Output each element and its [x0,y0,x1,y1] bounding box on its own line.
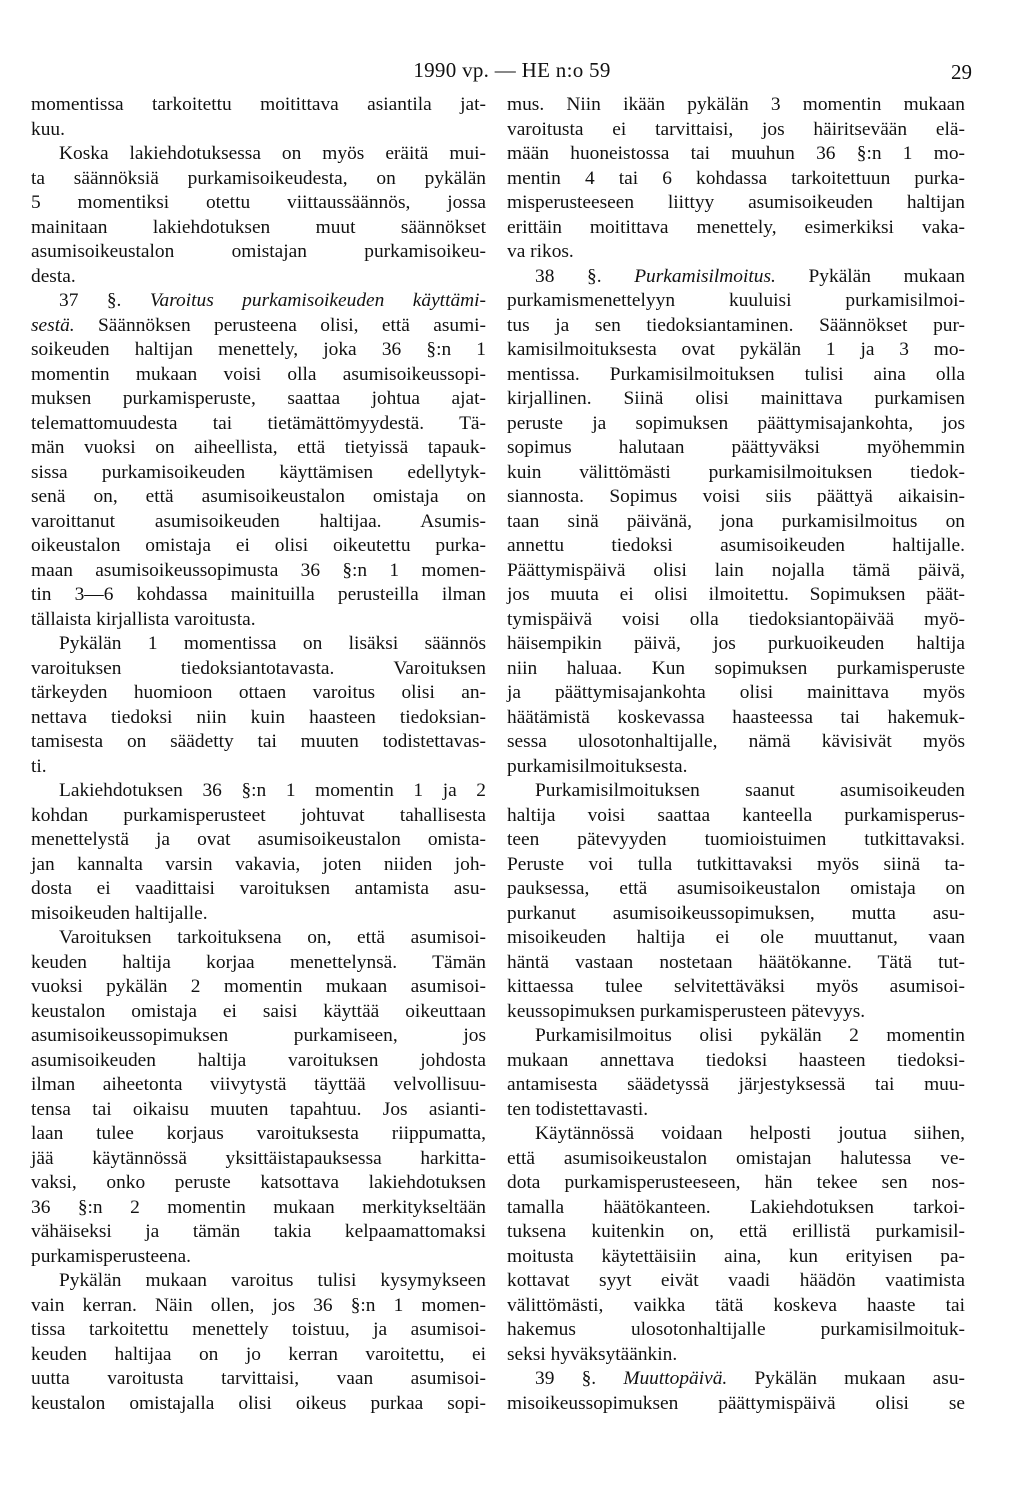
text-line: ilman aiheetonta viivytystä täyttää velvollisuu- [31,1074,486,1095]
text-line: tissa tarkoitettu menettely toistuu, ja asumisoi- [31,1319,486,1340]
text-line: mainitaan lakiehdotuksen muut säännökset [31,216,486,238]
text-line: 5 momentiksi otettu viittaussäännös, jossa [31,192,486,213]
text-line: seksi hyväksytäänkin. [507,1343,678,1365]
section-number: 38 §. [535,265,602,287]
text-line: peruste ja sopimuksen päättymisajankohta, jos [507,412,965,434]
section-number: 39 §. [535,1368,597,1389]
text-line: Päättymispäivä olisi lain nojalla tämä päivä, [507,559,965,581]
text-line: annettu tiedoksi asumisoikeuden haltijalle. [507,535,965,556]
text-line: häisempikin päivä, jos purkuoikeuden haltija [507,633,965,654]
paragraph [507,1367,965,1416]
text-line: hakemus ulosotonhaltijalle purkamisilmoituk- [507,1319,965,1340]
section-title: Purkamisilmoitus. [634,265,776,287]
text-line: kuu. [31,118,65,140]
section-text: Pykälän mukaan [808,265,965,287]
section-title: Muuttopäivä. [623,1368,728,1389]
text-line: ti. [31,755,47,777]
text-line: Purkamisilmoitus olisi pykälän 2 momentin [535,1025,965,1046]
text-line: tällaista kirjallista varoitusta. [31,608,256,630]
text-line: sessa ulosotonhaltijalle, nämä kävisivät myös [507,731,965,752]
text-line: niin haluaa. Kun sopimuksen purkamisperuste [507,657,965,679]
text-line: asumisoikeuden haltija varoituksen johdosta [31,1049,486,1071]
text-line: että asumisoikeustalon omistajan halutessa ve- [507,1147,965,1169]
text-line: momentin mukaan voisi olla asumisoikeussopi- [31,363,486,385]
paragraph [507,265,965,780]
text-line: keuden haltija korjaa menettelynsä. Tämän [31,951,486,973]
paragraph [507,1122,965,1367]
text-line: mentin 4 tai 6 kohdassa tarkoitettuun purka- [507,167,965,189]
text-line: Varoituksen tarkoituksena on, että asumisoi- [59,927,486,948]
text-line: tus ja sen tiedoksiantaminen. Säännökset pur- [507,314,965,336]
section-title: Varoitus purkamisoikeuden käyttämi- [149,290,486,311]
text-line: senä on, että asumisoikeustalon omistaja on [31,486,486,507]
text-line: jan kannalta varsin vakavia, joten niiden joh- [31,853,486,875]
running-head: 1990 vp. — HE n:o 59 [413,58,611,82]
paragraph [507,93,965,265]
paragraph [31,926,486,1269]
text-line: oikeustalon omistaja ei olisi oikeutettu purka- [31,535,486,556]
text-line: tin 3—6 kohdassa mainituilla perusteilla ilman [31,584,486,605]
text-line: maan asumisoikeussopimusta 36 §:n 1 momen- [31,559,486,581]
text-line: vaksi, onko peruste katsottava lakiehdotuksen [31,1172,486,1193]
text-line: häntä vastaan nostetaan häätökanne. Tätä tut- [507,951,965,973]
text-line: tamalla häätökanteen. Lakiehdotuksen tarkoi- [507,1196,965,1218]
text-line: sissa purkamisoikeuden käyttämisen edellytyk- [31,461,486,483]
text-line: Pykälän mukaan varoitus tulisi kysymykseen [59,1270,486,1291]
text-line: mus. Niin ikään pykälän 3 momentin mukaan [507,94,965,115]
text-line: tensa tai oikaisu muuten tapahtuu. Jos asianti- [31,1098,486,1120]
text-line: dota purkamisperusteeseen, hän tekee sen nos- [507,1172,965,1193]
paragraph [507,779,965,1024]
paragraph [31,779,486,926]
text-line: telemattomuudesta tai tietämättömyydestä. Tä- [31,412,486,434]
text-line: erittäin moitittava menettely, esimerkiksi vaka- [507,216,965,238]
page-header [0,58,1024,88]
text-line: Lakiehdotuksen 36 §:n 1 momentin 1 ja 2 [59,780,486,801]
text-line: keuden haltijaa on jo kerran varoitettu, ei [31,1343,486,1365]
right-column [507,93,965,1416]
text-line: purkamisperusteena. [31,1245,191,1267]
text-line: desta. [31,265,76,287]
paragraph [31,632,486,779]
text-line: asumisoikeustalon omistajan purkamisoikeu- [31,241,486,262]
paragraph [507,1024,965,1122]
paragraph [31,289,486,632]
text-line: 36 §:n 2 momentin mukaan merkitykseltään [31,1196,486,1218]
left-column [31,93,486,1416]
text-line: keustalon omistaja ei saisi käyttää oikeuttaan [31,1000,486,1022]
text-line: menettelystä ja ovat asumisoikeustalon omista- [31,829,486,850]
text-line: varoituksen tiedoksiantotavasta. Varoituksen [31,657,486,679]
text-line: antamisesta säädetyssä järjestyksessä tai muu- [507,1074,965,1095]
text-line [507,265,965,290]
text-line: kohdan purkamisperusteet johtuvat tahallisesta [31,804,486,826]
text-line: purkamismenettelyyn kuuluisi purkamisilmoi- [507,290,965,311]
text-line: Koska lakiehdotuksessa on myös eräitä mui- [59,143,486,164]
paragraph [31,142,486,289]
section-number: 37 §. [59,290,122,311]
paragraph [31,93,486,142]
text-line: pauksessa, että asumisoikeustalon omistaja on [507,878,965,899]
text-line: soikeuden haltijan menettely, joka 36 §:n 1 [31,339,486,360]
text-line: haltija voisi saattaa kanteella purkamisperus- [507,804,965,826]
text-line: dosta ei vaadittaisi varoituksen antamista asu- [31,878,486,899]
text-line: ten todistettavasti. [507,1098,649,1120]
text-line: varoitusta ei tarvittaisi, jos häiritsevään elä- [507,118,965,140]
text-line: kottavat syyt eivät vaadi häädön vaatimista [507,1270,965,1291]
text-line: va rikos. [507,241,574,262]
text-line: laan tulee korjaus varoituksesta riippumatta, [31,1123,486,1144]
text-line: moitusta käytettäisiin aina, kun erityisen pa- [507,1245,965,1267]
text-line: misoikeuden haltijalle. [31,902,208,924]
text-line: varoittanut asumisoikeuden haltijaa. Asumis- [31,510,486,532]
text-line [31,314,486,339]
text-line: siannosta. Sopimus voisi siis päättyä aikaisin- [507,486,965,507]
text-line: Purkamisilmoituksen saanut asumisoikeuden [535,780,965,801]
text-line: asumisoikeussopimuksen purkamiseen, jos [31,1025,486,1046]
text-line: misoikeussopimuksen päättymispäivä olisi se [507,1392,965,1414]
text-line: vuoksi pykälän 2 momentin mukaan asumisoi- [31,976,486,997]
text-line: kuin välittömästi purkamisilmoituksen tiedok- [507,461,965,483]
text-line: nettava tiedoksi niin kuin haasteen tiedoksian- [31,706,486,728]
text-line: välittömästi, vaikka tätä koskeva haaste tai [507,1294,965,1316]
text-line: momentissa tarkoitettu moitittava asiantila jat- [31,94,486,115]
text-line: uutta varoitusta tarvittaisi, vaan asumisoi- [31,1368,486,1389]
text-line: muksen purkamisperuste, saattaa johtua ajat- [31,388,486,409]
text-line: Peruste voi tulla tutkittavaksi myös siinä ta- [507,853,965,875]
text-line: purkanut asumisoikeussopimuksen, mutta asu- [507,902,965,924]
text-line-content: Säännöksen perusteena olisi, että asumi- [98,314,486,336]
text-line: purkamisilmoituksesta. [507,755,688,777]
text-line: jää käytännössä yksittäistapauksessa harkitta- [31,1147,486,1169]
paragraph [31,1269,486,1416]
section-title-end: sestä. [31,314,75,336]
text-line: kirjallinen. Siinä olisi mainittava purkamisen [507,388,965,409]
text-line: tuksena kuitenkin on, että erillistä purkamisil- [507,1221,965,1242]
text-line: ja päättymisajankohta olisi mainittava myös [507,682,965,703]
text-line: Pykälän 1 momentissa on lisäksi säännös [59,633,486,654]
text-line: Käytännössä voidaan helposti joutua siihen, [535,1123,965,1144]
text-line: kamisilmoituksesta ovat pykälän 1 ja 3 mo- [507,339,965,360]
text-line: häätämistä koskevassa haasteessa tai hakemuk- [507,706,965,728]
text-line [31,289,486,314]
text-line [507,1367,965,1392]
text-line: vain kerran. Näin ollen, jos 36 §:n 1 momen- [31,1294,486,1316]
text-line: misoikeuden haltija ei ole muuttanut, vaan [507,927,965,948]
text-line: tymispäivä voisi olla tiedoksiantopäivää myö- [507,608,965,630]
text-line: sopimus halutaan päättyväksi myöhemmin [507,437,965,458]
text-line: män vuoksi on aiheellista, että tietyissä tapauk- [31,437,486,458]
text-line: tärkeyden huomioon ottaen varoitus olisi an- [31,682,486,703]
text-line: vähäiseksi ja tämän takia kelpaamattomaksi [31,1221,486,1242]
text-line: mentissa. Purkamisilmoituksen tulisi aina olla [507,363,965,385]
page-number: 29 [951,60,972,84]
text-line: taan sinä päivänä, jona purkamisilmoitus on [507,510,965,532]
text-line: tamisesta on säädetty tai muuten todistettavas- [31,731,486,752]
text-line: mään huoneistossa tai muuhun 36 §:n 1 mo- [507,143,965,164]
text-line: ta säännöksiä purkamisoikeudesta, on pykälän [31,167,486,189]
text-line: jos muuta ei olisi ilmoitettu. Sopimuksen päät- [507,584,965,605]
text-line: misperusteeseen liittyy asumisoikeuden haltijan [507,192,965,213]
text-line: keussopimuksen purkamisperusteen pätevyys. [507,1000,866,1022]
text-line: keustalon omistajalla olisi oikeus purkaa sopi- [31,1392,486,1414]
text-line: kittaessa tulee selvitettäväksi myös asumisoi- [507,976,965,997]
section-text: Pykälän mukaan asu- [754,1368,965,1389]
text-line: mukaan annettava tiedoksi haasteen tiedoksi- [507,1049,965,1071]
text-line: teen pätevyyden tuomioistuimen tutkittavaksi. [507,829,965,850]
